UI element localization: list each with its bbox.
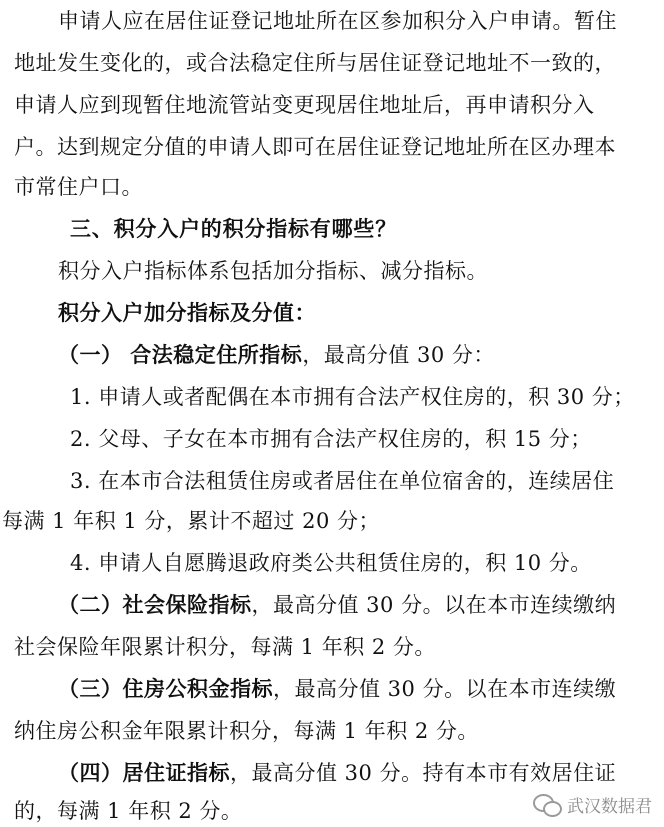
item-1-point-2: 2. 父母、子女在本市拥有合法产权住房的，积 15 分； [70,427,592,451]
item-1-title [58,340,654,370]
paragraph-1-line-2: 地址发生变化的，或合法稳定住所与居住证登记地址不一致的， [14,51,616,75]
item-4-title [58,758,654,788]
section-3-intro: 积分入户指标体系包括加分指标、减分指标。 [58,259,488,283]
section-3-subheading: 积分入户加分指标及分值： [58,300,316,325]
item-1-point-3-cont: 每满 1 年积 1 分，累计不超过 20 分； [2,509,380,533]
item-1-point-3: 3. 在本市合法租赁住房或者居住在单位宿舍的，连续居住 [70,469,615,493]
item-1-point-1: 1. 申请人或者配偶在本市拥有合法产权住房的，积 30 分； [70,385,635,409]
item-1-label: （一） 合法稳定住所指标 [58,342,303,367]
paragraph-1-line-5: 市常住户口。 [14,175,143,199]
item-2-label: （二）社会保险指标 [58,592,252,617]
item-4-cont: 的，每满 1 年积 2 分。 [14,799,243,823]
paragraph-1-line-1: 申请人应在居住证登记地址所在区参加积分入户申请。暂住 [58,9,617,33]
item-1-rest: ，最高分值 30 分： [302,343,495,367]
item-3-title [58,674,654,704]
section-3-heading: 三、积分入户的积分指标有哪些？ [70,217,397,241]
item-4-label: （四）居住证指标 [58,760,230,785]
item-3-label: （三）住房公积金指标 [58,676,273,701]
item-2-rest: ，最高分值 30 分。以在本市连续缴纳 [251,593,617,617]
item-3-cont: 纳住房公积金年限累计积分，每满 1 年积 2 分。 [14,719,479,743]
wechat-icon [533,794,561,816]
item-2-title [58,590,654,620]
item-1-point-4: 4. 申请人自愿腾退政府类公共租赁住房的，积 10 分。 [70,551,592,575]
item-4-rest: ，最高分值 30 分。持有本市有效居住证 [230,761,617,785]
item-3-rest: ，最高分值 30 分。以在本市连续缴 [273,677,617,701]
watermark [533,792,652,817]
item-2-cont: 社会保险年限累计积分，每满 1 年积 2 分。 [14,635,436,659]
paragraph-1-line-3: 申请人应到现暂住地流管站变更现居住地址后，再申请积分入 [14,93,595,117]
paragraph-1-line-4: 户。达到规定分值的申请人即可在居住证登记地址所在区办理本 [14,135,616,159]
watermark-text: 武汉数据君 [567,797,652,817]
